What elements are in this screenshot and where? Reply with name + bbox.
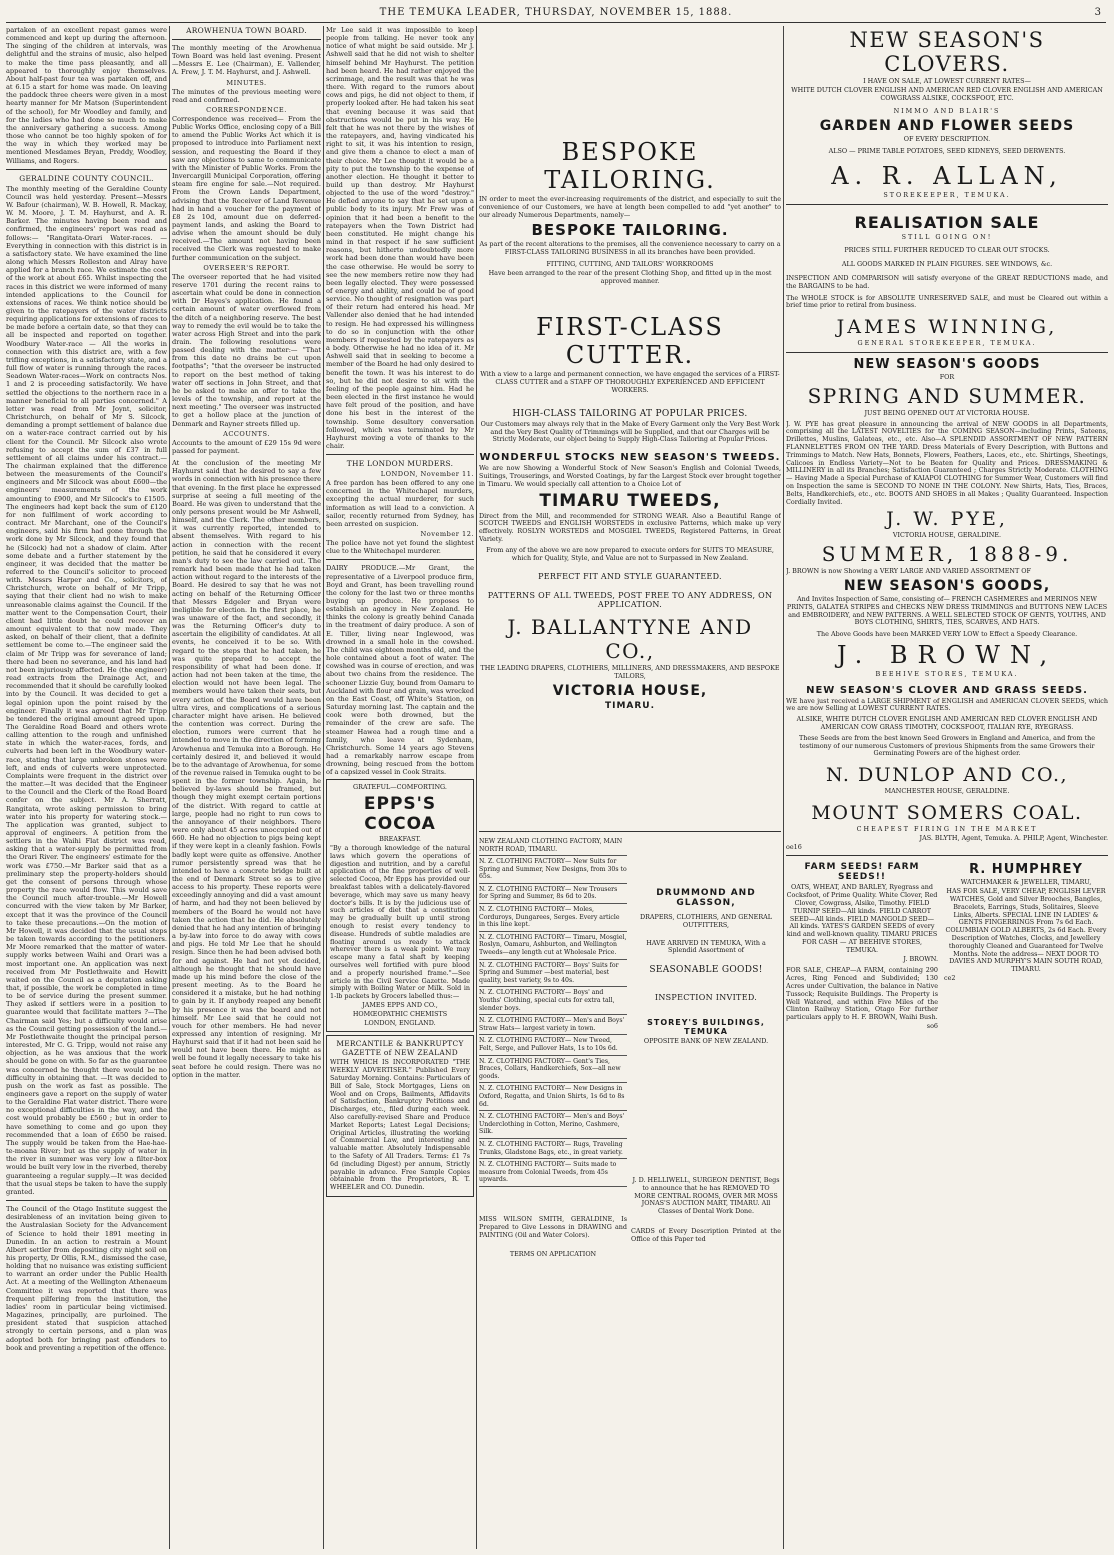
farm-seeds-sig: J. BROWN. xyxy=(903,954,938,963)
high-class-text: Our Customers may always rely that in the Make of Every Garment only the Very Best Work and the Very Best Quality of Trimmings will be Supplied, and that our Charges will be Strictly Moderate, our object being to Supply High-Class Tailoring at Popular Prices. xyxy=(480,419,780,444)
masthead-title: THE TEMUKA LEADER, THURSDAY, NOVEMBER 15, 1888. xyxy=(379,7,733,18)
minutes-text: The minutes of the previous meeting were read and confirmed. xyxy=(172,87,321,104)
bottom-row-adverts xyxy=(786,860,1108,1060)
brown-name: J. BROWN, xyxy=(836,640,1058,669)
drummond-column xyxy=(631,836,781,1047)
correspondence-text: Correspondence was received— From the Public Works Office, enclosing copy of a Bill to amend the Public Works Act which it is proposed to introduce into Parliament next session, and requesting the Board if they saw any objections to same to communicate with the Minister of Public Works. From the Invercargill Municipal Corporation, offering steam fire engine for sale.—Not required. From the Crown Lands Department, advising that the Receiver of Land Revenue had in hand a voucher for the payment of £8 2s 10d, amount due on deferred-payment lands, and asking the Board to advise when the amount should be duly received.—The amount not having been received the Clerk was requested to make further communication on the subject. xyxy=(172,114,321,262)
epps-title: EPPS'S COCOA xyxy=(363,794,437,835)
article-heading-town-board: AROWHENUA TOWN BOARD. xyxy=(186,26,307,35)
mercantile-text: WITH WHICH IS INCORPORATED "THE WEEKLY ADVERTISER." Published Every Saturday Morning. Contains: Particulars of Bill of Sale, Stock Mortgages, Liens on Wool and on Crops, Bailments, Affidavits of Satisfaction, Bankruptcy Petitions and Discharges, etc., filed during each week. Also carefully-revised Share and Produce Market Reports; Latest Legal Decisions; Original Articles, illustrating the working of Commercial Law, and interesting and valuable matter. Absolutely Indispensable to the Safety of All Traders. Terms: £1 7s 6d (including Digest) per annum, Strictly payable in advance. Free Sample Copies obtainable from the Proprietors, R. T. WHEELER and CO. Dunedin. xyxy=(330,1058,470,1192)
helliwell-dentist: J. D. HELLIWELL, SURGEON DENTIST, Begs to announce that he has REMOVED TO MORE CENTRAL ROOMS, OVER MR MOSS JONAS'S AUCTION MART, TIMARU. All Classes of Dental Work Done. xyxy=(632,1175,780,1216)
goods-marked: ALL GOODS MARKED IN PLAIN FIGURES. SEE WINDOWS, &c. xyxy=(841,260,1053,269)
winning-name: JAMES WINNING, xyxy=(836,316,1058,339)
pye-sub: VICTORIA HOUSE, GERALDINE. xyxy=(892,531,1002,540)
pye-name: J. W. PYE, xyxy=(886,508,1008,531)
spring-summer: SPRING AND SUMMER. xyxy=(807,383,1087,408)
nz-clothing-item: N. Z. CLOTHING FACTORY— Rugs, Traveling Trunks, Gladstone Bags, etc., in great variety. xyxy=(479,1139,627,1159)
accounts-text: Accounts to the amount of £29 15s 9d were passed for payment. xyxy=(172,438,321,455)
smith-column xyxy=(479,1176,627,1260)
nz-clothing-item: N. Z. CLOTHING FACTORY— Men's and Boys' Underclothing in Cotton, Merino, Cashmere, Silk. xyxy=(479,1111,627,1139)
epps-text: "By a thorough knowledge of the natural laws which govern the operations of digestion and nutrition, and by a careful application of the fine properties of well-selected Cocoa, Mr Epps has provided our breakfast tables with a delicately-flavored beverage, which may save us many heavy doctor's bills. It is by the judicious use of such articles of diet that a constitution may be gradually built up until strong enough to resist every tendency to disease. Hundreds of subtle maladies are floating around us ready to attack wherever there is a weak point. We may escape many a fatal shaft by keeping ourselves well fortified with pure blood and a properly nourished frame."—See article in the Civil Service Gazette. Made simply with Boiling Water or Milk. Sold in 1-lb packets by Grocers labelled thus:— xyxy=(330,844,470,1001)
nz-clothing-item: N. Z. CLOTHING FACTORY— New Designs in Oxford, Regatta, and Union Shirts, 1s 6d to 8s 6d. xyxy=(479,1083,627,1111)
clovers-title: NEW SEASON'S CLOVERS. xyxy=(849,28,1045,76)
divider xyxy=(479,831,781,832)
overseer-text: The overseer reported that he had visited reserve 1701 during the recent rains to ascertain what could be done in connection with Dr Hayes's application. He found a certain amount of water overflowed from the ditch of a neighboring reserve. The best way to remedy the evil would be to take the water across High Street and into the park drain. The following resolutions were passed dealing with the matter:— "That from this date no drains be cut upon footpaths"; "that the overseer be instructed to report on the best method of taking water off sections in John Street, and that he be asked to make an offer to take the levels of the township, and report at the next meeting." The overseer was instructed to get a hollow place at the junction of Denmark and Rayner streets filled up. xyxy=(172,272,321,428)
article-heading-council: GERALDINE COUNTY COUNCIL. xyxy=(19,173,154,183)
pye-text: J. W. PYE has great pleasure in announcing the arrival of NEW GOODS in all Departments, comprising all the LATEST NOVELTIES for the COMING SEASON—including Prints, Sateens, Drillettes, Muslins, Galateas, etc., etc. Also—A SPLENDID ASSORTMENT OF NEW PATTERN FLANNELETTES FROM ON THE YARD. Dress Materials of Every Description, with Buttons and Trimmings to Match. New Hats, Bonnets, Flowers, Feathers, Laces, etc., etc. Shirtings, Sheetings, Calicoes in Endless Variety—Not to be Beaten for Quality and Prices. DRESSMAKING & MILLINERY in all its Branches; Satisfaction Guaranteed ; Charges Strictly Moderate. CLOTHING— Having Made a Special Purchase of KAIAPOI CLOTHING for Summer Wear, Customers will find on Inspection the same is SECOND TO NONE IN THE COLONY. New Shirts, Hats, Ties, Braces, Belts, Handkerchiefs, etc., etc. BOOTS AND SHOES in all Makes ; Quality Guaranteed. Inspection Cordially Invited. xyxy=(786,419,1108,506)
epps-cocoa-advert xyxy=(326,779,474,1032)
epps-sub: BREAKFAST. xyxy=(379,835,421,844)
timaru-location: TIMARU. xyxy=(604,700,656,711)
timaru-tweeds-text: Direct from the Mill, and recommended for STRONG WEAR. Also a Beautiful Range of SCOTCH TWEEDS and ENGLISH WORSTEDS in exclusive Patterns, which make up very effectively. ROSLYN WORSTEDS and MOSGIEL TWEEDS, Registered Patterns, in Great Variety. xyxy=(479,511,781,543)
column-4 xyxy=(479,26,781,1549)
drummond-name: DRUMMOND AND GLASSON, xyxy=(656,887,756,908)
murders-text-1: A free pardon has been offered to any one concerned in the Whitechapel murders, excepting the actual murderer, for such information as will lead to a conviction. A sailor, recently returned from Sydney, has been arrested on suspicion. xyxy=(326,479,474,528)
inspection-text: INSPECTION AND COMPARISON will satisfy everyone of the GREAT REDUCTIONS made, and the BARGAINS to be had. xyxy=(786,273,1108,290)
blank-space xyxy=(631,836,781,886)
seasonable-goods: SEASONABLE GOODS! xyxy=(649,965,763,976)
column-rule xyxy=(323,26,324,1549)
nz-clothing-item: N. Z. CLOTHING FACTORY— New Suits for Spring and Summer, New Designs, from 30s to 65s. xyxy=(479,856,627,884)
drummond-sub: DRAPERS, CLOTHIERS, AND GENERAL OUTFITTERS, xyxy=(639,912,773,929)
column-rule xyxy=(476,26,477,1549)
lower-advert-block xyxy=(479,836,781,1184)
perfect-fit: PERFECT FIT AND STYLE GUARANTEED. xyxy=(538,572,722,582)
nz-clothing-item: N. Z. CLOTHING FACTORY— Men's and Boys' Straw Hats— largest variety in town. xyxy=(479,1015,627,1035)
divider xyxy=(6,169,167,170)
article-body-town-board: The monthly meeting of the Arowhenua Town Board was held last evening. Present—Messrs E. Lee (Chairman), E. Vallender, A. Frew, J. T. M. Hayhurst, and J. Ashwell. xyxy=(172,44,321,77)
clovers-have: I HAVE ON SALE, AT LOWEST CURRENT RATES— xyxy=(863,77,1031,85)
mount-somers-coal: MOUNT SOMERS COAL. xyxy=(811,802,1083,825)
whole-stock: The WHOLE STOCK is for ABSOLUTE UNRESERVED SALE, and must be Cleared out within a brief time prior to retiral from business. xyxy=(786,293,1108,310)
epps-firm: JAMES EPPS AND CO., xyxy=(362,1000,438,1009)
column-rule xyxy=(169,26,170,1549)
garden-sub: OF EVERY DESCRIPTION. xyxy=(903,135,991,144)
column-rule xyxy=(783,26,784,1549)
new-seasons-goods-2: NEW SEASON'S GOODS, xyxy=(843,577,1051,594)
bespoke-title: BESPOKE TAILORING. xyxy=(544,138,716,194)
cards-notice: CARDS of Every Description Printed at the Office of this Paper ted xyxy=(631,1226,781,1243)
code-oe16: oe16 xyxy=(786,842,802,851)
farm-for-sale: FOR SALE, CHEAP—A FARM, containing 290 Acres, Ring Fenced and Subdivided; 130 Acres under Cultivation, the balance in Native Tussock; Requisite Buildings. The Property is Well Watered, and within Five Miles of the Clinton Railway Station, Otago For further particulars apply to H. F. BROWN, Waihi Bush. xyxy=(786,966,938,1022)
fitting-text: Have been arranged to the rear of the present Clothing Shop, and fitted up in the most approved manner. xyxy=(488,268,772,285)
drummond-arrived: HAVE ARRIVED IN TEMUKA, With a Splendid Assortment of xyxy=(646,938,766,955)
garden-also: ALSO — PRIME TABLE POTATOES, SEED KIDNEYS, SEED DERWENTS. xyxy=(828,146,1066,155)
divider xyxy=(786,204,1108,205)
blyth-agents: JAS. BLYTH, Agent, Temuka. A. PHILP, Agent, Winchester. xyxy=(919,833,1108,842)
nz-clothing-column xyxy=(479,836,627,1187)
clovers-items: WHITE DUTCH CLOVER ENGLISH AND AMERICAN RED CLOVER ENGLISH AND AMERICAN COWGRASS ALSIKE, COCKSFOOT, ETC. xyxy=(791,85,1103,102)
article-heading-murders: THE LONDON MURDERS. xyxy=(346,459,454,469)
bespoke-bold: BESPOKE TAILORING. xyxy=(531,221,729,240)
nimmo-blair: NIMMO AND BLAIR'S xyxy=(893,107,1001,116)
inspection-invited: INSPECTION INVITED. xyxy=(654,993,758,1003)
humphrey-name: R. HUMPHREY xyxy=(969,862,1083,878)
storeys-buildings: STOREY'S BUILDINGS, TEMUKA xyxy=(647,1018,765,1037)
nz-clothing-item: N. Z. CLOTHING FACTORY— New Trousers for Spring and Summer, 8s 6d to 20s. xyxy=(479,884,627,904)
humphrey-sub: WATCHMAKER & JEWELLER, TIMARU, xyxy=(960,878,1092,887)
nz-clothing-item: N. Z. CLOTHING FACTORY— Boys' and Youths' Clothing, special cuts for extra tall, slender boys. xyxy=(479,987,627,1015)
divider xyxy=(326,559,474,560)
humphrey-column xyxy=(944,860,1108,983)
code-ce2: ce2 xyxy=(944,974,956,983)
opposite-bank: OPPOSITE BANK OF NEW ZEALAND. xyxy=(643,1037,769,1046)
farm-seeds-column xyxy=(786,860,938,1031)
dairy-produce-text: DAIRY PRODUCE.—Mr Grant, the representative of a Liverpool produce firm, Boyd and Grant, has been travelling round the colony for the last two or three months buying up produce. He proposes to establish an agency in New Zealand. He thinks the colony is greatly behind Canada in the treatment of dairy produce. A son of E. Tiller, living near Inglewood, was drowned in a small hole in the cowshed. The child was eighteen months old, and the hole contained about a foot of water. The cowshed was in course of erection, and was about two chains from the residence. The schooner Lizzie Guy, bound from Oamaru to Auckland with flour and grain, was wrecked on the East Coast, off White's Station, on Saturday morning last. The captain and the cook were both drowned, but the remainder of the crew are safe. The steamer Hawea had a rough time and a family, who leave at Sydenham, Christchurch. Some 14 years ago Stevens had a remarkably narrow escape from drowning, being rescued from the bottom of a capsized vessel in Cook Straits. xyxy=(326,564,474,777)
epps-tagline: GRATEFUL—COMFORTING. xyxy=(353,783,447,792)
article-intro: partaken of an excellent repast games were commenced and kept up during the afternoon. The singing of the children at intervals, was delightful and the strains of music, also helped to make the time pass pleasantly, and all appeared to thoroughly enjoy themselves. About half-past four tea was partaken off, and at 6.15 a start for home was made. On leaving the paddock three cheers were given in a most hearty manner for Mr Matson (Superintendent of the school), for Mr Woodley and family, and for the ladies who had done so much to make the anniversary gathering a success. Among those who cannot be too highly spoken of for the way in which they worked may be mentioned Mesdames Bryan, Preddy, Woodley, Williams, and Rogers. xyxy=(6,26,167,165)
brown-text: J. BROWN is now Showing a VERY LARGE AND VARIED ASSORTMENT OF xyxy=(786,567,1031,576)
mercantile-title: MERCANTILE & BANKRUPTCY GAZETTE of NEW ZEALAND xyxy=(336,1039,464,1058)
miss-wilson-smith: MISS WILSON SMITH, GERALDINE, Is Prepared to Give Lessons in DRAWING and PAINTING (Oil and Water Colors). xyxy=(479,1214,627,1239)
column-2 xyxy=(172,26,321,1549)
divider xyxy=(172,39,321,40)
mercantile-gazette-advert xyxy=(326,1035,474,1197)
bottom-advert-block xyxy=(479,1176,781,1326)
epps-firm-sub: HOMŒOPATHIC CHEMISTS xyxy=(352,1009,448,1018)
divider xyxy=(786,855,1108,856)
masthead xyxy=(6,4,1106,23)
nz-clothing-item: N. Z. CLOTHING FACTORY— Moles, Corduroys, Dungarees, Serges. Every article in this line kept. xyxy=(479,904,627,932)
victoria-house: VICTORIA HOUSE, xyxy=(552,682,708,699)
bespoke-intro: IN order to meet the ever-increasing requirements of the district, and especially to suit the convenience of our Customers, we have at length been compelled to add "yet another" to our already Numerous Departments, namely— xyxy=(479,195,781,219)
wonderful-text: We are now Showing a Wonderful Stock of New Season's English and Colonial Tweeds, Suitings, Trouserings, and Worsted Coatings, by far the Largest Stock ever brought together in Timaru. We would specially call attention to a Choice Lot of xyxy=(479,464,781,488)
for-word: FOR xyxy=(939,372,955,381)
page-number: 3 xyxy=(1094,7,1102,18)
bespoke-text: As part of the recent alterations to the premises, all the convenience necessary to carry on a FIRST-CLASS TAILORING BUSINESS in all its branches have been provided. xyxy=(479,240,781,257)
farm-seeds-title: FARM SEEDS! FARM SEEDS!! xyxy=(804,862,920,883)
clover-grass-text: WE have just received a LARGE SHIPMENT of ENGLISH and AMERICAN CLOVER SEEDS, which we are now Selling at LOWEST CURRENT RATES. xyxy=(786,696,1108,713)
nz-clothing-item: N. Z. CLOTHING FACTORY— Suits made to measure from Colonial Tweeds, from 45s upwards. xyxy=(479,1159,627,1187)
realisation-sale: REALISATION SALE xyxy=(854,212,1040,232)
nz-clothing-header: NEW ZEALAND CLOTHING FACTORY, MAIN NORTH ROAD, TIMARU. xyxy=(479,836,627,856)
section-correspondence: CORRESPONDENCE. xyxy=(206,105,287,114)
new-seasons-goods: NEW SEASON'S GOODS xyxy=(853,356,1041,372)
code-so6: so6 xyxy=(926,1022,938,1030)
column-3 xyxy=(326,26,474,1549)
nz-clothing-item: N. Z. CLOTHING FACTORY— Boys' Suits for Spring and Summer —best material, best quality, best variety, 9s to 40s. xyxy=(479,960,627,988)
cutter-title: FIRST-CLASS CUTTER. xyxy=(536,313,724,370)
divider xyxy=(786,352,1108,353)
farm-seeds-text: OATS, WHEAT, AND BARLEY, Ryegrass and Cocksfoot, of Prime Quality. White Clover, Red Clover, Cowgrass, Alsike, Timothy. FIELD TURNIP SEED—All kinds. FIELD CARROT SEED—All kinds. FIELD MANGOLD SEED—All kinds. YATES'S GARDEN SEEDS of every kind and well-known quality. TIMARU PRICES FOR CASH — AT BEEHIVE STORES, TEMUKA. xyxy=(786,883,938,954)
brown-items: And Invites Inspection of Same, consisting of— FRENCH CASHMERES and MERINOS NEW PRINTS, GALATEA STRIPES and CHECKS NEW DRESS TRIMMINGS and BUTTONS NEW LACES and EMBROIDERY, and NEW PATTERNS. A WELL SELECTED STOCK OF GENTS, YOUTHS, AND BOYS CLOTHING, SHIRTS, TIES, SCARVES, AND HATS. xyxy=(786,594,1108,627)
timaru-tweeds-heading: TIMARU TWEEDS, xyxy=(539,490,721,511)
brown-above: The Above Goods have been MARKED VERY LOW to Effect a Speedy Clearance. xyxy=(816,630,1078,639)
dentist-column xyxy=(631,1176,781,1245)
dateline: November 12. xyxy=(420,530,474,539)
wonderful-heading: WONDERFUL STOCKS NEW SEASON'S TWEEDS. xyxy=(479,452,781,464)
murders-text-2: The police have not yet found the slightest clue to the Whitechapel murderer. xyxy=(326,539,474,556)
ballantyne-name: J. BALLANTYNE AND CO., xyxy=(507,615,753,664)
patterns-text: PATTERNS OF ALL TWEEDS, POST FREE TO ANY ADDRESS, ON APPLICATION. xyxy=(487,591,773,610)
just-opened: JUST BEING OPENED OUT AT VICTORIA HOUSE. xyxy=(864,408,1030,417)
nz-clothing-item: N. Z. CLOTHING FACTORY— Timaru, Mosgiel, Roslyn, Oamaru, Ashburton, and Wellington Tweeds—any length cut at Wholesale Price. xyxy=(479,932,627,960)
article-rest: At the conclusion of the meeting Mr Hayhurst said that he desired to say a few words in connection with his presence there that evening. In the first place he expressed surprise at seeing a full meeting of the Board. He was given to understand that the only persons present would be Mr Ashwell, himself, and the Clerk. The other members, it was currently reported, intended to absent themselves. With regard to his action in connection with the recent petition, he said that he considered it every man's duty to see the law carried out. The remark had been made that he had taken action without regard to the interests of the Board. He desired to say that he was not acting on behalf of the Returning Officer that Messrs Edgeler and Bryan were ineligible for election. In the first place, he was unaware of the fact, and secondly, it was the Returning Officer's duty to ascertain the eligibility of candidates. At all events, he conceived it to be so. With regard to the steps that he had taken, he was quite prepared to accept the responsibility of what had been done. If action had not been taken at the time, the election would not have been legal. The members would have taken their seats, but every action of the Board would have been ultra vires, and complications of a serious character might have arisen. He believed the contention was correct. During the election, rumors were current that he intended to move in the direction of forming Arowhenua and Temuka into a Borough. He certainly desired it, and believed it would be to the advantage of Arowhenua, for some of the revenue raised in Temuka ought to be spent in the former township. Again, he believed by-laws should be framed, but though they might exempt certain portions of the district. With regard to cattle at large, people had no right to run cows to the annoyance of their neighbors. There were only about 45 acres unoccupied out of 660. He had no objection to pigs being kept if they were kept in a cleanly fashion. Fowls badly kept were quite as offensive. Another rumor persistently spread was that he intended to have a concrete bridge built at the end of Denmark Street so as to give access to his property. These reports were exceedingly annoying and did a vast amount of harm, and had they not been believed by members of the Board he would not have taken the action that he did. He absolutely denied that he had any intention of bringing a by-law into force to do away with cows and pigs. He told Mr Lee that he should resign. Since then he had been advised both for and against. He had not yet decided, although he thought that he should have made up his mind before the close of the present meeting. As to the Board he considered it a mistake, but he had nothing to gain by it. If anybody reaped any benefit by his presence it was the board and not himself. Mr Lee said that he could not vouch for other members. He had never expressed any intention of resigning. Mr Hayhurst said that if it had not been said he would not have been there. He might as well be found it legally necessary to take his seat before he could resign. There was no option in the matter. xyxy=(172,459,321,1079)
cheapest-firing: CHEAPEST FIRING IN THE MARKET xyxy=(856,825,1038,834)
divider xyxy=(6,1200,167,1201)
epps-location: LONDON, ENGLAND. xyxy=(364,1018,436,1027)
clover-grass-seeds: NEW SEASON'S CLOVER AND GRASS SEEDS. xyxy=(806,684,1088,696)
blank-space xyxy=(479,26,781,136)
high-class-heading: HIGH-CLASS TAILORING AT POPULAR PRICES. xyxy=(512,408,748,419)
divider xyxy=(326,454,474,455)
column-5 xyxy=(786,26,1108,1549)
from-any-text: From any of the above we are now prepared to execute orders for SUITS TO MEASURE, which for Quality, Style, and Value are not to Surpassed in New Zealand. xyxy=(486,545,774,562)
dunlop-name: N. DUNLOP AND CO., xyxy=(825,764,1069,787)
article-body-continued: Mr Lee said it was impossible to keep people from talking. He never took any notice of what might be said outside. Mr J. Ashwell said that he did not wish to shelter himself behind Mr Hayhurst. The petition had been heard. He had rather enjoyed the scrimmage, and the result was that he was there. With regard to the rumors about cows and pigs, he did not object to them, if properly looked after. He had taken his seat that evening because it was said that obstructions would be put in his way. He felt that he was not there by the wishes of the ratepayers, and, having vindicated his right to sit, it was his intention to resign, and give them a chance to elect a man of their choice. Mr Lee thought it would be a pity to put the township to the expense of another election. He thought it better to build up than destroy. Mr Hayhurst objected to the use of the word "destroy." He defied anyone to say that he set upon a public body to its injury. Mr Frew was of opinion that it had been a benefit to the ratepayers when the Town District had been constituted. He might change his mind in that respect if he saw sufficient reasons, but hitherto undoubtedly more work had been done than would have been the case otherwise. He would be sorry to see the new members retire now they had been legally elected. They were possessed of energy and ability, and could be of good service. No thought of resignation was part of their return had entered his head. Mr Vallender also denied that he had intended to resign. He had expressed his willingness to do so in conjunction with the other members if requested by the ratepayers as a body. Otherwise he had no idea of it. Mr Ashwell said that in seeking to become a member of the Board he had only desired to benefit the town. It was his interest to do so, but he did not desire to sit with the feeling of the people against him. Had he been elected in the first instance he would have felt proud of the position, and have done his best in the interest of the township. Some desultory conversation followed, which was terminated by Mr Hayhurst moving a vote of thanks to the chair. xyxy=(326,26,474,450)
section-overseer: OVERSEER'S REPORT. xyxy=(203,263,290,272)
column-1 xyxy=(6,26,167,1549)
dunlop-sub: MANCHESTER HOUSE, GERALDINE. xyxy=(884,787,1010,796)
allan-sub: STOREKEEPER, TEMUKA. xyxy=(883,190,1011,199)
article-tail: The Council of the Otago Institute suggest the desirableness of an invitation being given to the Australasian Society for the Advancement of Science to hold their 1891 meeting in Dunedin. In an action to restrain a Mount Albert settler from depositing city night soil on his property, Dr Ollis, R.M., dismissed the case, holding that no nuisance was existing sufficient to warrant an order under the Public Health Act. At a meeting of the Wellington Athenaeum Committee it was reported that there was frequent pilfering from the institution, the ladies' room in particular being victimised. Magazines, principally, are purloined. The president stated that suspicion attached strongly to certain persons, and a plan was adopted both for bringing past offenders to book and preventing a repetition of the offence. xyxy=(6,1205,167,1352)
article-body-council: The monthly meeting of the Geraldine County Council was held yesterday. Present—Messrs W. Bafour (chairman), W. B. Howell, R. Mackay, W. M. Moore, J. T. M. Hayhurst, and A. R. Barker. The minutes having been read and confirmed, the engineers' report was read as follows:— "Rangitata-Orari Water-races. — Everything in connection with this district is in a satisfactory state. We have examined the line along which Messrs Rolleston and Alray have applied for a branch race. We estimate the cost of the work at about £65. Whilst inspecting the races in this district we were informed of many intended applications to the Council for extensions of races. We think notice should be given to the ratepayers of the water districts requiring applications for extensions of races to be made before a certain date, so that they can all be inspected and reported on together. Woodbury Water-race — All the works in connection with this district are, with a few trifling exceptions, in a satisfactory state, and a full flow of water is running through the races. Seadown Water-races—Work on contracts Nos. 1 and 2 is proceeding satisfactorily. We have settled the objections to the northern race in a manner beneficial to all parties concerned." A letter was read from Mr Joynt, solicitor, Christchurch, on behalf of Mr S. Silcock, demanding a prompt settlement of balance due on a water-race contract carried out by his client for the Council. Mr Silcock also wrote refusing to accept the sum of £37 in full settlement of all claims under his contract.—The chairman explained that the difference between the measurements of the Council's engineers and Mr Silcock was about £600—the engineers' measurements of the work amounting to £900, and Mr Silcock's to £1505. The engineers had kept back the sum of £120 for non fulfilment of work according to contract. Mr Marchant, one of the Council's engineers, said his firm had gone through the work done by Mr Silcock, and they found that he (Silcock) had not a shadow of claim. After some debate and a further statement by the engineer, it was decided that the matter be referred to the Council's solicitor to proceed with. Messrs Harper and Co., solicitors, of Christchurch, wrote on behalf of Mr Tripp, saying that their client had no wish to make unreasonable claims against the Council. If the matter went to the Compensation Court, their client had little doubt he could recover an amount equivalent to that now made. They asked, on behalf of their client, that a definite settlement be come to.—The engineer said the claim of Mr Tripp was for severance of land; there had been no severance, and his land had not been injuriously affected. He (the engineer) read extracts from the Drainage Act, and recommended that it should be carefully looked into by the Council. It was decided to get a legal opinion upon the point raised by the engineer. Finally it was agreed that Mr Tripp be tendered the original amount agreed upon. The Geraldine Road Board and others wrote calling attention to the rough and unfinished state in which the water-races, fords, and culverts had been left in the Woodbury water-race, stating that large unbroken stones were left, and ends of culverts were unprotected. Complaints were frequent in the district over the matter.—It was decided that the Engineer to the Council and the Clerk of the Road Board confer on the subject. Mr A. Sherratt, Rangitata, wrote asking permission to bring water into his property for watering stock.—The application was granted, subject to approval of engineers. A petition from the settlers in the Waihi Flat district was read, asking that a water-supply be permitted from the Orari River. The engineers' estimate for the work was £750.—Mr Barker said that as a preliminary step the property-holders should get the consent of persons through whose property the race would flow. This would save the Council much after-trouble.—Mr Howell concurred with the view taken by Mr Barker, except that it was the province of the Council to take these precautions.—On the motion of Mr Howell, it was decided that the usual steps be taken towards according to the petitioners. Mr Moore remarked that the matter of water-supply works between Waihi and Orari was a most important one. An application was next received from Mr Postlethwaite and Hewitt waited on the Council as a deputation asking that, if possible, the work be completed in time to be of service during the present summer. They asked if settlers were in a position to guarantee would that facilitate matters ?—The Chairman said Yes; but a difficulty would arise as the Council getting possession of the land.—Mr Postlethwaite thought the principal person interested, Mr C. G. Tripp, would not raise any objection, as he was anxious that the work should be gone on with. So far as the guarantee was concerned he thought there would be no difficulty in obtaining that. —It was decided to push on the work as fast as possible. The engineers gave a report on the supply of water to the Geraldine Flat water district. There were no exceptional difficulties in the way, and the cost would probably be £560 ; but in order to have something to come and go upon they recommended that a loan of £650 be raised. The supply would be taken from the Hae-hae-te-moana River; but as the supply of water in the river in summer was very low a filter-box would be built very low in the riverbed, thereby guaranteeing a regular supply.—It was decided that the usual steps be taken to have the supply granted. xyxy=(6,184,167,1196)
allan-name: A. R. ALLAN, xyxy=(831,161,1063,190)
garden-seeds: GARDEN AND FLOWER SEEDS xyxy=(819,118,1075,135)
humphrey-text: HAS FOR SALE, VERY CHEAP, ENGLISH LEVER WATCHES, Gold and Silver Brooches, Bangles, Bracelets, Earrings, Studs, Solitaires, Sleeve Links, Alberts. SPECIAL LINE IN LADIES' & GENTS FINGERRINGS From 7s 6d Each. COLUMBIAN GOLD ALBERTS, 2s 6d Each. Every Description of Watches, Clocks, and Jewellery thoroughly Cleaned and Guaranteed for Twelve Months. Note the address— NEXT DOOR TO DAVIES AND MURPHY'S MAIN SOUTH ROAD, TIMARU. xyxy=(945,887,1107,974)
clover-grass-note: These Seeds are from the best known Seed Growers in England and America, and from the testimony of our numerous Customers of previous Shipments from the same Growers their Germinating Powers are of the highest order. xyxy=(798,733,1096,758)
ballantyne-sub: THE LEADING DRAPERS, CLOTHIERS, MILLINERS, AND DRESSMAKERS, AND BESPOKE TAILORS, xyxy=(480,664,780,681)
still-going-on: STILL GOING ON! xyxy=(901,232,993,241)
nz-clothing-item: N. Z. CLOTHING FACTORY— Gent's Ties, Braces, Collars, Handkerchiefs, Sox—all new goods. xyxy=(479,1056,627,1084)
clover-grass-items: ALSIKE, WHITE DUTCH CLOVER ENGLISH AND AMERICAN RED CLOVER ENGLISH AND AMERICAN COW GRASS TIMOTHY, COCKSFOOT, ITALIAN RYE, RYEGRASS. xyxy=(796,715,1098,732)
prices-reduced: PRICES STILL FURTHER REDUCED TO CLEAR OUT STOCKS. xyxy=(844,246,1050,255)
brown-sub: BEEHIVE STORES, TEMUKA. xyxy=(875,669,1019,678)
winning-sub: GENERAL STOREKEEPER, TEMUKA. xyxy=(857,339,1037,348)
section-minutes: MINUTES. xyxy=(226,78,267,87)
summer-title: SUMMER, 1888-9. xyxy=(821,542,1073,567)
cutter-text: With a view to a large and permanent connection, we have engaged the services of a FIRST-CLASS CUTTER and a STAFF OF THOROUGHLY EXPERIENCED AND EFFICIENT WORKERS. xyxy=(480,370,780,394)
nz-clothing-item: N. Z. CLOTHING FACTORY— New Tweed, Felt, Serge, and Pullover Hats, 1s to 10s 6d. xyxy=(479,1035,627,1055)
section-accounts: ACCOUNTS. xyxy=(223,429,270,438)
fitting-heading: FITTING, CUTTING, AND TAILORS' WORKROOMS xyxy=(546,259,714,268)
dateline: LONDON, November 11. xyxy=(380,470,474,479)
terms-on-application: TERMS ON APPLICATION xyxy=(509,1250,597,1259)
